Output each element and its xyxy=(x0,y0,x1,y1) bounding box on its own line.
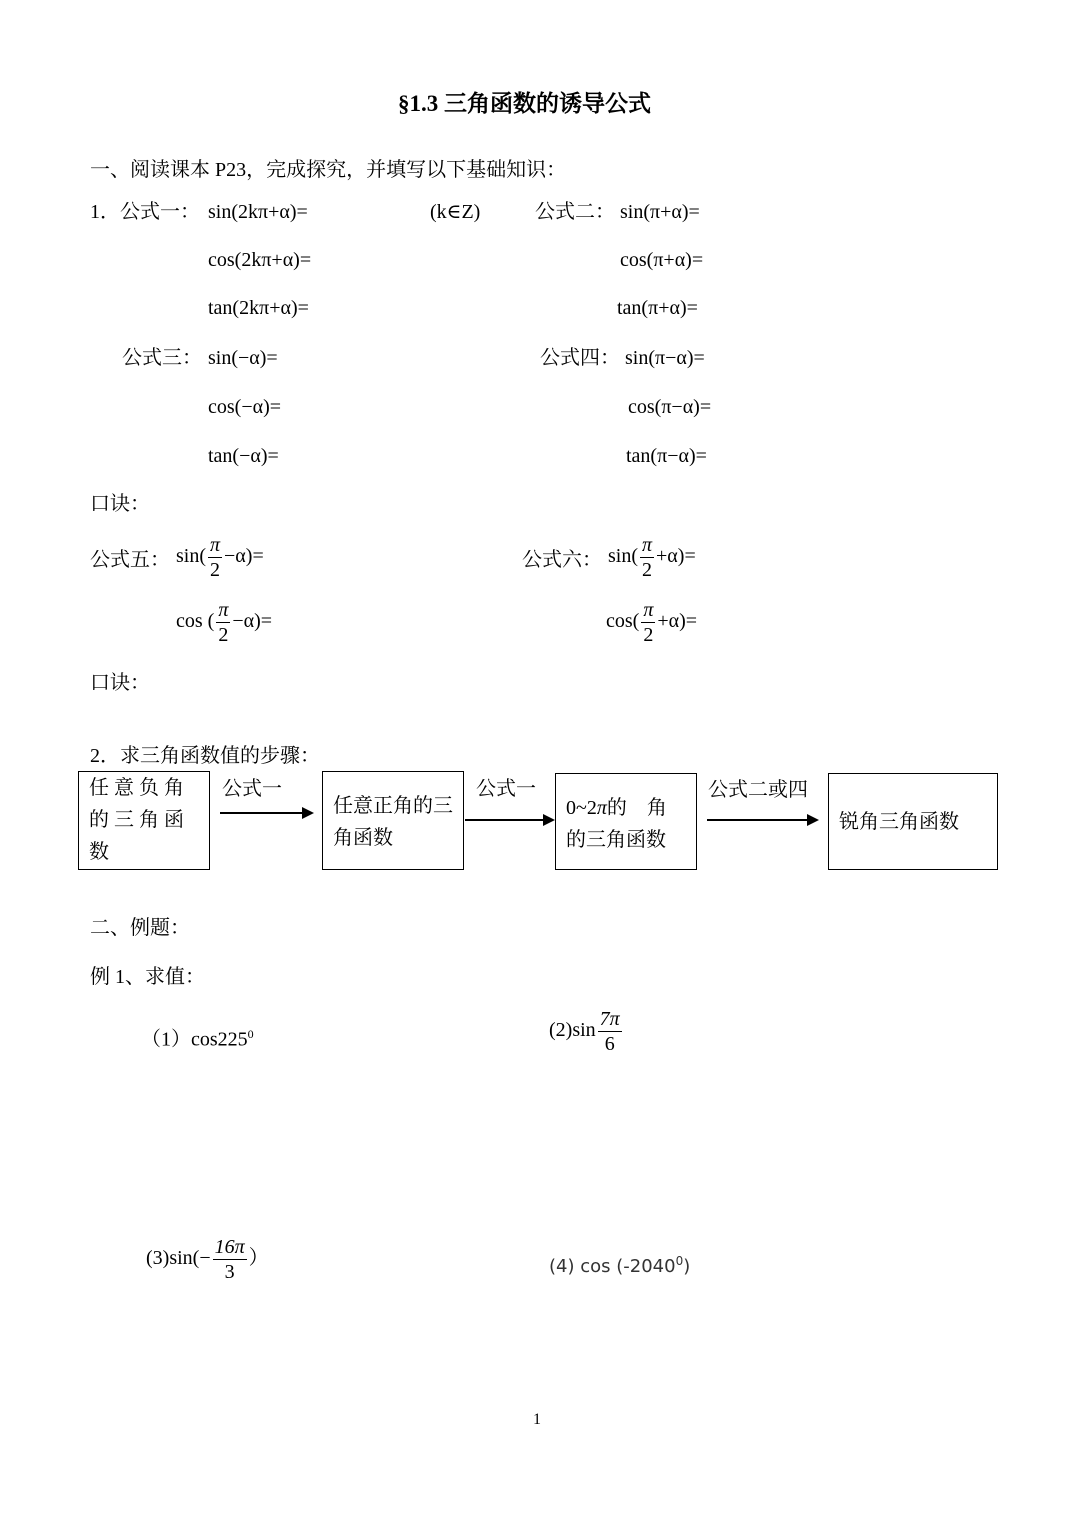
formula4-label: 公式四： xyxy=(540,347,620,369)
formula6-cos: cos( $\frac{\pi}{2}$ +α)= xyxy=(606,599,698,646)
page-title: §1.3 三角函数的诱导公式 xyxy=(398,91,651,116)
section1-intro: 一、阅读课本 P23，完成探究，并填写以下基础知识： xyxy=(90,159,567,181)
formula1-label: 1．公式一： xyxy=(90,201,200,223)
step-box-positive-angle: 任意正角的三角函数 xyxy=(322,771,464,870)
formula3-cos: cos(−α)= xyxy=(208,396,282,418)
question-3: (3)sin(− $\frac{16\pi}{3}$ ） xyxy=(146,1236,269,1283)
steps-heading: 2．求三角函数值的步骤： xyxy=(90,745,320,767)
formula1-sin: sin(2kπ+α)= xyxy=(208,201,308,223)
question-4: (4) cos (-2040$^0$) xyxy=(549,1254,691,1277)
formula4-tan: tan(π−α)= xyxy=(626,445,707,467)
formula5-label: 公式五： xyxy=(90,549,170,571)
step-arrow2-label: 公式一 xyxy=(476,778,536,800)
formula6-label: 公式六： xyxy=(522,549,602,571)
formula4-sin: sin(π−α)= xyxy=(625,347,705,369)
formula3-tan: tan(−α)= xyxy=(208,445,279,467)
step-arrow3 xyxy=(707,819,817,821)
formula6-sin: sin( $\frac{\pi}{2}$ +α)= xyxy=(608,534,696,581)
formula3-label: 公式三： xyxy=(122,347,202,369)
formula2-tan: tan(π+α)= xyxy=(617,297,698,319)
question-1: $(1)\cos 225^0$ xyxy=(141,1027,254,1051)
example1-label: 例 1、求值： xyxy=(90,966,205,988)
formula2-cos: cos(π+α)= xyxy=(620,249,704,271)
formula1-cos: cos(2kπ+α)= xyxy=(208,249,312,271)
step-box-0-2pi: 0~2π的 角 的三角函数 xyxy=(555,773,697,870)
formula2-label: 公式二： xyxy=(535,201,615,223)
page-number: 1 xyxy=(533,1411,541,1428)
step-box-acute-angle: 锐角三角函数 xyxy=(828,773,998,870)
formula5-cos: cos ( $\frac{\pi}{2}$ −α)= xyxy=(176,599,273,646)
step-arrow3-label: 公式二或四 xyxy=(708,779,808,801)
formula1-tan: tan(2kπ+α)= xyxy=(208,297,309,319)
step-arrow1-label: 公式一 xyxy=(222,778,282,800)
question-2: (2)sin $\frac{7\pi}{6}$ xyxy=(549,1008,620,1055)
step-arrow2 xyxy=(465,819,553,821)
formula2-sin: sin(π+α)= xyxy=(620,201,700,223)
formula3-sin: sin(−α)= xyxy=(208,347,278,369)
mnemonic-label-2: 口诀： xyxy=(90,672,150,694)
formula1-condition: (k∈Z) xyxy=(430,201,481,223)
mnemonic-label-1: 口诀： xyxy=(90,493,150,515)
section2-heading: 二、例题： xyxy=(90,917,190,939)
step-arrow1 xyxy=(220,812,312,814)
formula5-sin: sin( $\frac{\pi}{2}$ −α)= xyxy=(176,534,264,581)
step-box-negative-angle: 任 意 负 角 的 三 角 函 数 xyxy=(78,771,210,870)
formula4-cos: cos(π−α)= xyxy=(628,396,712,418)
